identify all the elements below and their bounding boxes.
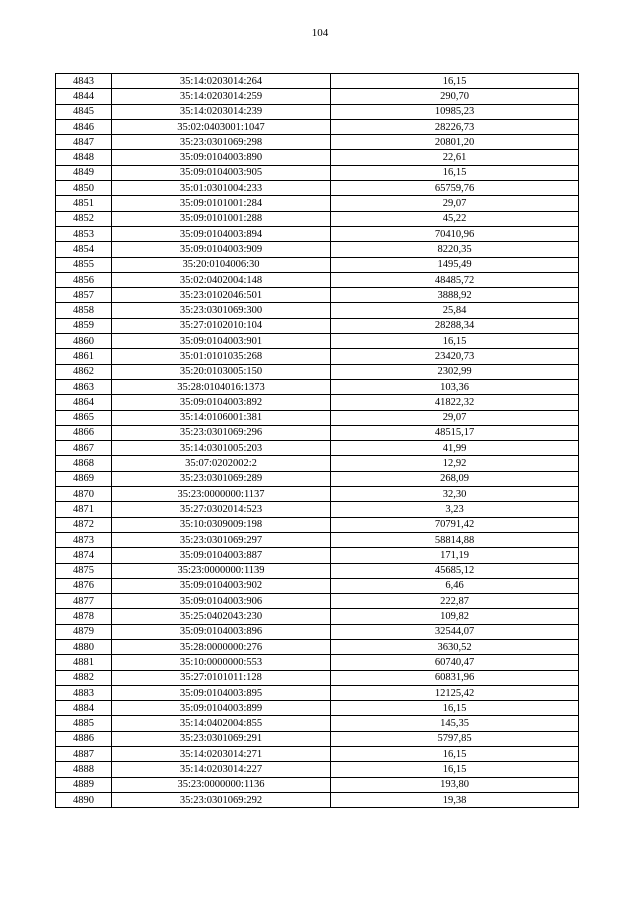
value-cell: 109,82 bbox=[331, 609, 579, 624]
row-number-cell: 4865 bbox=[56, 410, 112, 425]
row-number-cell: 4882 bbox=[56, 670, 112, 685]
cadastral-number-cell: 35:27:0302014:523 bbox=[112, 502, 331, 517]
row-number-cell: 4868 bbox=[56, 456, 112, 471]
row-number-cell: 4879 bbox=[56, 624, 112, 639]
row-number-cell: 4848 bbox=[56, 150, 112, 165]
table-row bbox=[56, 456, 579, 471]
row-number-cell: 4883 bbox=[56, 685, 112, 700]
table-row bbox=[56, 639, 579, 654]
value-cell: 16,15 bbox=[331, 701, 579, 716]
table-row bbox=[56, 288, 579, 303]
cadastral-number-cell: 35:09:0104003:905 bbox=[112, 165, 331, 180]
value-cell: 5797,85 bbox=[331, 731, 579, 746]
value-cell: 3,23 bbox=[331, 502, 579, 517]
table-row bbox=[56, 716, 579, 731]
value-cell: 32544,07 bbox=[331, 624, 579, 639]
value-cell: 16,15 bbox=[331, 747, 579, 762]
table-row bbox=[56, 318, 579, 333]
table-row bbox=[56, 272, 579, 287]
table-row bbox=[56, 563, 579, 578]
cadastral-number-cell: 35:14:0203014:271 bbox=[112, 747, 331, 762]
table-row bbox=[56, 517, 579, 532]
value-cell: 16,15 bbox=[331, 165, 579, 180]
cadastral-number-cell: 35:28:0104016:1373 bbox=[112, 379, 331, 394]
value-cell: 23420,73 bbox=[331, 349, 579, 364]
row-number-cell: 4874 bbox=[56, 548, 112, 563]
cadastral-number-cell: 35:02:0402004:148 bbox=[112, 272, 331, 287]
table-row bbox=[56, 150, 579, 165]
value-cell: 29,07 bbox=[331, 410, 579, 425]
cadastral-number-cell: 35:09:0101001:284 bbox=[112, 196, 331, 211]
cadastral-number-cell: 35:14:0203014:239 bbox=[112, 104, 331, 119]
table-row bbox=[56, 135, 579, 150]
row-number-cell: 4849 bbox=[56, 165, 112, 180]
cadastral-number-cell: 35:23:0000000:1137 bbox=[112, 487, 331, 502]
value-cell: 65759,76 bbox=[331, 181, 579, 196]
cadastral-number-cell: 35:02:0403001:1047 bbox=[112, 119, 331, 134]
page-number: 104 bbox=[311, 27, 329, 39]
cadastral-number-cell: 35:09:0104003:901 bbox=[112, 334, 331, 349]
cadastral-number-cell: 35:01:0101035:268 bbox=[112, 349, 331, 364]
cadastral-number-cell: 35:23:0301069:297 bbox=[112, 532, 331, 547]
cadastral-number-cell: 35:10:0000000:553 bbox=[112, 655, 331, 670]
table-row bbox=[56, 165, 579, 180]
row-number-cell: 4864 bbox=[56, 395, 112, 410]
table-row bbox=[56, 181, 579, 196]
cadastral-number-cell: 35:20:0103005:150 bbox=[112, 364, 331, 379]
value-cell: 45685,12 bbox=[331, 563, 579, 578]
value-cell: 20801,20 bbox=[331, 135, 579, 150]
table-row bbox=[56, 211, 579, 226]
cadastral-number-cell: 35:14:0203014:259 bbox=[112, 89, 331, 104]
table-row bbox=[56, 548, 579, 563]
row-number-cell: 4888 bbox=[56, 762, 112, 777]
table-row bbox=[56, 487, 579, 502]
cadastral-number-cell: 35:14:0301005:203 bbox=[112, 441, 331, 456]
row-number-cell: 4878 bbox=[56, 609, 112, 624]
cadastral-number-cell: 35:09:0104003:892 bbox=[112, 395, 331, 410]
table-body bbox=[56, 74, 579, 808]
value-cell: 6,46 bbox=[331, 578, 579, 593]
row-number-cell: 4871 bbox=[56, 502, 112, 517]
table-row bbox=[56, 624, 579, 639]
row-number-cell: 4876 bbox=[56, 578, 112, 593]
row-number-cell: 4889 bbox=[56, 777, 112, 792]
row-number-cell: 4866 bbox=[56, 425, 112, 440]
cadastral-number-cell: 35:09:0104003:906 bbox=[112, 594, 331, 609]
value-cell: 16,15 bbox=[331, 74, 579, 89]
cadastral-number-cell: 35:09:0104003:909 bbox=[112, 242, 331, 257]
row-number-cell: 4886 bbox=[56, 731, 112, 746]
row-number-cell: 4863 bbox=[56, 379, 112, 394]
value-cell: 171,19 bbox=[331, 548, 579, 563]
cadastral-number-cell: 35:10:0309009:198 bbox=[112, 517, 331, 532]
row-number-cell: 4881 bbox=[56, 655, 112, 670]
value-cell: 70410,96 bbox=[331, 226, 579, 241]
cadastral-number-cell: 35:23:0000000:1136 bbox=[112, 777, 331, 792]
row-number-cell: 4867 bbox=[56, 441, 112, 456]
cadastral-number-cell: 35:09:0104003:894 bbox=[112, 226, 331, 241]
value-cell: 16,15 bbox=[331, 762, 579, 777]
cadastral-number-cell: 35:23:0301069:292 bbox=[112, 792, 331, 807]
row-number-cell: 4885 bbox=[56, 716, 112, 731]
value-cell: 28288,34 bbox=[331, 318, 579, 333]
table-row bbox=[56, 349, 579, 364]
value-cell: 70791,42 bbox=[331, 517, 579, 532]
cadastral-number-cell: 35:23:0000000:1139 bbox=[112, 563, 331, 578]
row-number-cell: 4856 bbox=[56, 272, 112, 287]
table-row bbox=[56, 119, 579, 134]
value-cell: 3888,92 bbox=[331, 288, 579, 303]
table-row bbox=[56, 670, 579, 685]
table-row bbox=[56, 701, 579, 716]
table-row bbox=[56, 502, 579, 517]
value-cell: 268,09 bbox=[331, 471, 579, 486]
row-number-cell: 4857 bbox=[56, 288, 112, 303]
row-number-cell: 4851 bbox=[56, 196, 112, 211]
value-cell: 8220,35 bbox=[331, 242, 579, 257]
data-table bbox=[55, 73, 579, 808]
row-number-cell: 4847 bbox=[56, 135, 112, 150]
table-row bbox=[56, 334, 579, 349]
value-cell: 48485,72 bbox=[331, 272, 579, 287]
cadastral-number-cell: 35:23:0301069:291 bbox=[112, 731, 331, 746]
table-row bbox=[56, 655, 579, 670]
cadastral-number-cell: 35:09:0104003:902 bbox=[112, 578, 331, 593]
cadastral-number-cell: 35:23:0301069:289 bbox=[112, 471, 331, 486]
row-number-cell: 4859 bbox=[56, 318, 112, 333]
cadastral-number-cell: 35:09:0104003:899 bbox=[112, 701, 331, 716]
row-number-cell: 4884 bbox=[56, 701, 112, 716]
cadastral-number-cell: 35:14:0106001:381 bbox=[112, 410, 331, 425]
table-row bbox=[56, 257, 579, 272]
cadastral-number-cell: 35:14:0203014:264 bbox=[112, 74, 331, 89]
row-number-cell: 4869 bbox=[56, 471, 112, 486]
table-row bbox=[56, 395, 579, 410]
table-row bbox=[56, 471, 579, 486]
table-row bbox=[56, 578, 579, 593]
value-cell: 2302,99 bbox=[331, 364, 579, 379]
table-row bbox=[56, 747, 579, 762]
row-number-cell: 4872 bbox=[56, 517, 112, 532]
value-cell: 25,84 bbox=[331, 303, 579, 318]
row-number-cell: 4887 bbox=[56, 747, 112, 762]
value-cell: 10985,23 bbox=[331, 104, 579, 119]
cadastral-number-cell: 35:09:0104003:890 bbox=[112, 150, 331, 165]
row-number-cell: 4870 bbox=[56, 487, 112, 502]
table-row bbox=[56, 609, 579, 624]
table-row bbox=[56, 685, 579, 700]
row-number-cell: 4873 bbox=[56, 532, 112, 547]
value-cell: 193,80 bbox=[331, 777, 579, 792]
value-cell: 32,30 bbox=[331, 487, 579, 502]
table-row bbox=[56, 303, 579, 318]
table-row bbox=[56, 74, 579, 89]
row-number-cell: 4875 bbox=[56, 563, 112, 578]
cadastral-number-cell: 35:23:0301069:300 bbox=[112, 303, 331, 318]
cadastral-number-cell: 35:09:0104003:895 bbox=[112, 685, 331, 700]
value-cell: 28226,73 bbox=[331, 119, 579, 134]
row-number-cell: 4890 bbox=[56, 792, 112, 807]
row-number-cell: 4852 bbox=[56, 211, 112, 226]
cadastral-number-cell: 35:23:0301069:298 bbox=[112, 135, 331, 150]
row-number-cell: 4843 bbox=[56, 74, 112, 89]
cadastral-number-cell: 35:20:0104006:30 bbox=[112, 257, 331, 272]
cadastral-number-cell: 35:09:0104003:896 bbox=[112, 624, 331, 639]
value-cell: 48515,17 bbox=[331, 425, 579, 440]
table-row bbox=[56, 364, 579, 379]
table-row bbox=[56, 226, 579, 241]
table-row bbox=[56, 762, 579, 777]
row-number-cell: 4861 bbox=[56, 349, 112, 364]
cadastral-number-cell: 35:28:0000000:276 bbox=[112, 639, 331, 654]
table-row bbox=[56, 777, 579, 792]
value-cell: 29,07 bbox=[331, 196, 579, 211]
row-number-cell: 4844 bbox=[56, 89, 112, 104]
cadastral-number-cell: 35:09:0101001:288 bbox=[112, 211, 331, 226]
value-cell: 58814,88 bbox=[331, 532, 579, 547]
row-number-cell: 4845 bbox=[56, 104, 112, 119]
value-cell: 3630,52 bbox=[331, 639, 579, 654]
value-cell: 103,36 bbox=[331, 379, 579, 394]
value-cell: 12,92 bbox=[331, 456, 579, 471]
table-row bbox=[56, 410, 579, 425]
value-cell: 16,15 bbox=[331, 334, 579, 349]
value-cell: 41822,32 bbox=[331, 395, 579, 410]
row-number-cell: 4858 bbox=[56, 303, 112, 318]
value-cell: 12125,42 bbox=[331, 685, 579, 700]
cadastral-number-cell: 35:07:0202002:2 bbox=[112, 456, 331, 471]
cadastral-number-cell: 35:01:0301004:233 bbox=[112, 181, 331, 196]
table-row bbox=[56, 196, 579, 211]
row-number-cell: 4853 bbox=[56, 226, 112, 241]
value-cell: 290,70 bbox=[331, 89, 579, 104]
value-cell: 222,87 bbox=[331, 594, 579, 609]
row-number-cell: 4850 bbox=[56, 181, 112, 196]
cadastral-number-cell: 35:09:0104003:887 bbox=[112, 548, 331, 563]
row-number-cell: 4877 bbox=[56, 594, 112, 609]
cadastral-number-cell: 35:25:0402043:230 bbox=[112, 609, 331, 624]
table-row bbox=[56, 242, 579, 257]
value-cell: 145,35 bbox=[331, 716, 579, 731]
cadastral-number-cell: 35:23:0102046:501 bbox=[112, 288, 331, 303]
table-row bbox=[56, 104, 579, 119]
cadastral-number-cell: 35:23:0301069:296 bbox=[112, 425, 331, 440]
cadastral-number-cell: 35:27:0102010:104 bbox=[112, 318, 331, 333]
cadastral-number-cell: 35:14:0402004:855 bbox=[112, 716, 331, 731]
cadastral-number-cell: 35:14:0203014:227 bbox=[112, 762, 331, 777]
row-number-cell: 4862 bbox=[56, 364, 112, 379]
row-number-cell: 4855 bbox=[56, 257, 112, 272]
table-row bbox=[56, 594, 579, 609]
value-cell: 1495,49 bbox=[331, 257, 579, 272]
row-number-cell: 4846 bbox=[56, 119, 112, 134]
table-row bbox=[56, 89, 579, 104]
table-row bbox=[56, 441, 579, 456]
value-cell: 41,99 bbox=[331, 441, 579, 456]
value-cell: 60740,47 bbox=[331, 655, 579, 670]
table-row bbox=[56, 425, 579, 440]
cadastral-number-cell: 35:27:0101011:128 bbox=[112, 670, 331, 685]
row-number-cell: 4880 bbox=[56, 639, 112, 654]
table-row bbox=[56, 792, 579, 807]
table-row bbox=[56, 731, 579, 746]
value-cell: 19,38 bbox=[331, 792, 579, 807]
row-number-cell: 4860 bbox=[56, 334, 112, 349]
value-cell: 22,61 bbox=[331, 150, 579, 165]
table-row bbox=[56, 379, 579, 394]
value-cell: 45,22 bbox=[331, 211, 579, 226]
value-cell: 60831,96 bbox=[331, 670, 579, 685]
row-number-cell: 4854 bbox=[56, 242, 112, 257]
table-row bbox=[56, 532, 579, 547]
